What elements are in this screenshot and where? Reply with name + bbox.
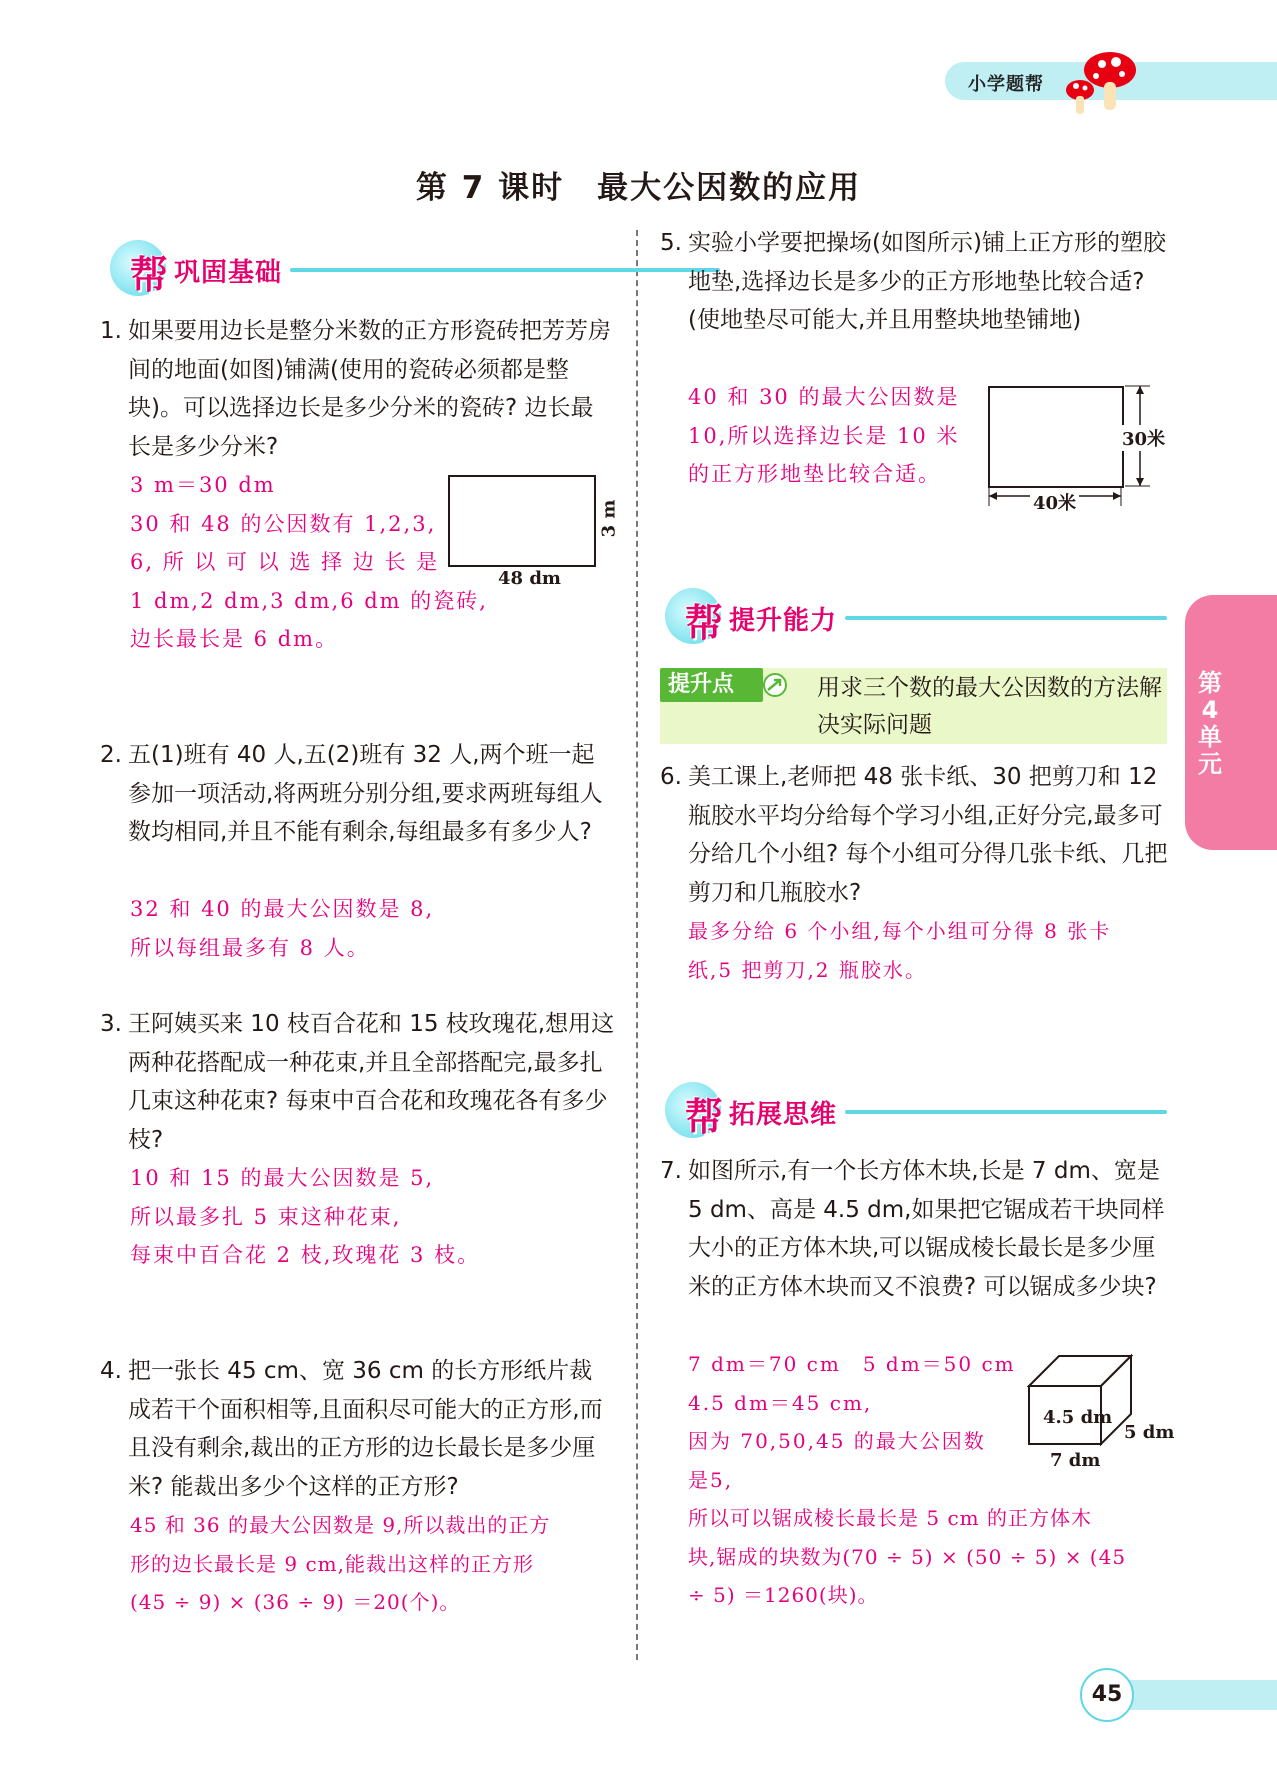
answer-line: 30 和 48 的公因数有 1,2,3,	[130, 511, 437, 536]
answer-line: ÷ 5) ＝1260(块)。	[688, 1583, 879, 1607]
section-header-basic	[110, 240, 610, 297]
question-text: 王阿姨买来 10 枝百合花和 15 枝玫瑰花,想用这两种花搭配成一种花束,并且全部搭配完,最多扎几束这种花束? 每束中百合花和玫瑰花各有多少枝?	[128, 1011, 615, 1153]
section-header-improve	[665, 588, 1165, 645]
answer-line: 10 和 15 的最大公因数是 5,	[130, 1166, 435, 1190]
cuboid-figure	[1025, 1350, 1135, 1450]
length-label: 7 dm	[1050, 1450, 1101, 1471]
answer-line: 7 dm＝70 cm 5 dm＝50 cm	[688, 1352, 1016, 1376]
section-rule	[845, 616, 1167, 620]
page-title: 第 7 课时 最大公因数的应用	[415, 170, 862, 206]
question-text: 美工课上,老师把 48 张卡纸、30 把剪刀和 12 瓶胶水平均分给每个学习小组,正好分完,最多可分给几个小组? 每个小组可分得几张卡纸、几把剪刀和几瓶胶水?	[688, 764, 1168, 906]
section-label: 巩固基础	[174, 258, 283, 288]
section-badge-char: 帮	[685, 601, 724, 645]
width-label: 40米	[1030, 489, 1079, 515]
answer-4	[130, 1506, 620, 1622]
answer-line: 32 和 40 的最大公因数是 8,	[130, 897, 435, 921]
answer-line: 是5,	[688, 1467, 734, 1492]
answer-7a	[688, 1345, 1018, 1499]
unit-tab-label: 第4单元	[1198, 669, 1222, 778]
question-text: 把一张长 45 cm、宽 36 cm 的长方形纸片裁成若干个面积相等,且面积尽可能大的正方形,而且没有剩余,裁出的正方形的边长最长是多少厘米? 能裁出多少个这样的正方形?	[128, 1358, 603, 1500]
answer-line: 45 和 36 的最大公因数是 9,所以裁出的正方	[130, 1513, 551, 1537]
question-number: 4.	[100, 1358, 122, 1384]
answer-1	[130, 466, 488, 659]
width-label: 48 dm	[498, 568, 561, 589]
answer-line: 形的边长最长是 9 cm,能裁出这样的正方形	[130, 1551, 534, 1576]
answer-line: 10,所以选择边长是 10 米	[688, 423, 960, 448]
question-number: 1.	[100, 318, 122, 344]
question-7	[660, 1152, 1168, 1306]
answer-line: 3 m＝30 dm	[130, 473, 276, 497]
height-label: 4.5 dm	[1043, 1407, 1113, 1428]
page-number: 45	[1080, 1668, 1134, 1722]
section-badge-char: 帮	[130, 253, 169, 297]
question-number: 7.	[660, 1158, 682, 1184]
section-rule	[845, 1110, 1167, 1114]
answer-line: 的正方形地垫比较合适。	[688, 462, 941, 486]
answer-line: 块,锯成的块数为(70 ÷ 5) × (50 ÷ 5) × (45	[688, 1544, 1127, 1569]
answer-5	[688, 378, 978, 494]
column-divider	[636, 230, 638, 1660]
section-label: 拓展思维	[729, 1100, 838, 1130]
question-number: 5.	[660, 230, 682, 256]
section-rule	[290, 268, 720, 272]
section-header-extend	[665, 1082, 1165, 1139]
width-label: 5 dm	[1124, 1422, 1175, 1443]
answer-line: 边长最长是 6 dm。	[130, 627, 339, 651]
answer-7b	[688, 1499, 1173, 1615]
tip-text: 用求三个数的最大公因数的方法解决实际问题	[817, 675, 1162, 738]
question-number: 2.	[100, 742, 122, 768]
question-3	[100, 1005, 615, 1159]
question-4	[100, 1352, 615, 1506]
height-label: 30米	[1122, 425, 1165, 451]
answer-line: 1 dm,2 dm,3 dm,6 dm 的瓷砖,	[130, 588, 488, 613]
answer-line: 4.5 dm＝45 cm,	[688, 1390, 873, 1415]
answer-3	[130, 1159, 610, 1275]
answer-6	[688, 912, 1173, 989]
answer-2	[130, 890, 610, 967]
answer-line: 因为 70,50,45 的最大公因数	[688, 1429, 986, 1453]
question-6	[660, 758, 1168, 912]
question-number: 3.	[100, 1011, 122, 1037]
answer-line: 所以可以锯成棱长最长是 5 cm 的正方体木	[688, 1506, 1092, 1530]
answer-line: 最多分给 6 个小组,每个小组可分得 8 张卡	[688, 919, 1112, 943]
answer-line: 所以每组最多有 8 人。	[130, 935, 370, 960]
question-1	[100, 312, 615, 466]
answer-line: 6, 所 以 可 以 选 择 边 长 是	[130, 550, 440, 574]
page-number-bar	[1115, 1680, 1277, 1710]
question-text: 实验小学要把操场(如图所示)铺上正方形的塑胶地垫,选择边长是多少的正方形地垫比较合适? (使地垫尽可能大,并且用整块地垫铺地)	[688, 230, 1166, 333]
section-badge-char: 帮	[685, 1095, 724, 1139]
answer-line: (45 ÷ 9) × (36 ÷ 9) ＝20(个)。	[130, 1590, 461, 1614]
tip-label: 提升点	[660, 668, 763, 702]
question-text: 五(1)班有 40 人,五(2)班有 32 人,两个班一起参加一项活动,将两班分别分组,要求两班每组人数均相同,并且不能有剩余,每组最多有多少人?	[128, 742, 603, 845]
height-label: 3 m	[598, 499, 620, 538]
section-label: 提升能力	[729, 606, 838, 636]
room-figure	[448, 475, 596, 567]
question-number: 6.	[660, 764, 682, 790]
question-5	[660, 224, 1168, 340]
question-text: 如果要用边长是整分米数的正方形瓷砖把芳芳房间的地面(如图)铺满(使用的瓷砖必须都是整块)。可以选择边长是多少分米的瓷砖? 边长最长是多少分米?	[128, 318, 611, 460]
arrow-icon	[762, 672, 792, 698]
brand-name: 小学题帮	[968, 74, 1044, 95]
question-2	[100, 736, 615, 852]
question-text: 如图所示,有一个长方体木块,长是 7 dm、宽是 5 dm、高是 4.5 dm,如果把它锯成若干块同样大小的正方体木块,可以锯成棱长最长是多少厘米的正方体木块而又不浪费? 可以锯成多少块?	[688, 1158, 1165, 1300]
answer-line: 所以最多扎 5 束这种花束,	[130, 1204, 402, 1229]
answer-line: 40 和 30 的最大公因数是	[688, 385, 960, 409]
answer-line: 纸,5 把剪刀,2 瓶胶水。	[688, 957, 927, 982]
mushroom-icon	[1060, 40, 1140, 120]
answer-line: 每束中百合花 2 枝,玫瑰花 3 枝。	[130, 1243, 481, 1267]
